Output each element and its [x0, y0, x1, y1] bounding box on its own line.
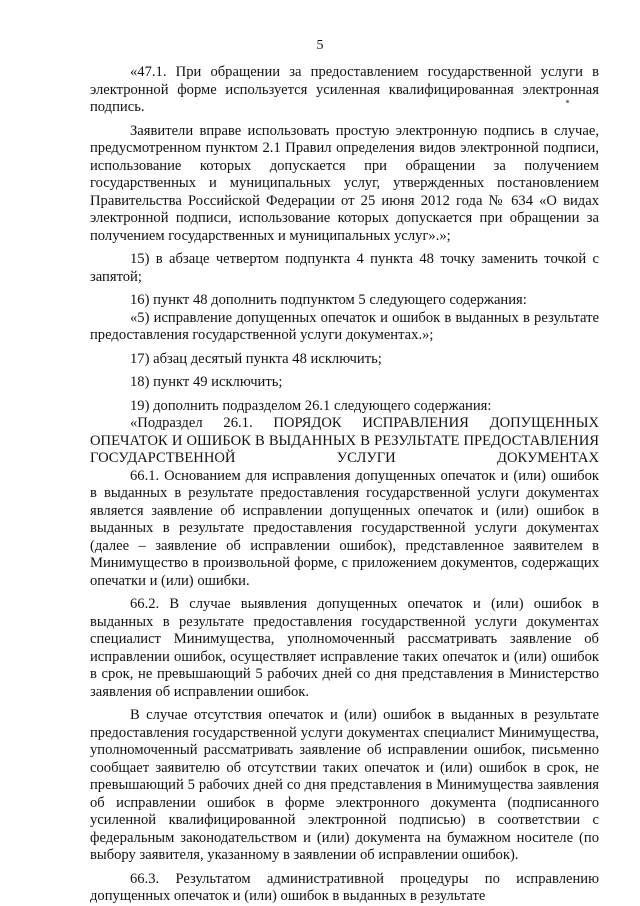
clause-66-1: 66.1. Основанием для исправления допущенных опечаток и (или) ошибок в выданных в результате предоставления государственной услуги документах является заявление об исправлении допущенных опечаток и (или) ошибок в выданных в результате предоставления государственной услуги документах (далее – заявление об исправлении ошибок), представленное заявителем в Минимущество в произвольной форме, с приложением документов, содержащих опечатки и (или) ошибки. [90, 467, 599, 589]
document-body [90, 64, 599, 906]
clause-66-3: 66.3. Результатом административной процедуры по исправлению допущенных опечаток и (или) ошибок в выданных в результате [90, 870, 599, 904]
paragraph-item-15: 15) в абзаце четвертом подпункта 4 пункта 48 точку заменить точкой с запятой; [90, 251, 599, 285]
clause-66-2: 66.2. В случае выявления допущенных опечаток и (или) ошибок в выданных в результате предоставления государственной услуги документах специалист Минимущества, уполномоченный рассматривать заявление об исправлении ошибок, осуществляет исправление таких опечаток и (или) ошибок в срок, не превышающий 5 рабочих дней со дня представления в Министерство заявления об исправлении ошибок. [90, 596, 599, 700]
paragraph-47-1: «47.1. При обращении за предоставлением государственной услуги в электронной форме используется усиленная квалифицированная электронная подпись. [90, 64, 599, 115]
subsection-heading: «Подраздел 26.1. ПОРЯДОК ИСПРАВЛЕНИЯ ДОПУЩЕННЫХ ОПЕЧАТОК И ОШИБОК В ВЫДАННЫХ В РЕЗУЛЬТАТЕ ПРЕДОСТАВЛЕНИЯ ГОСУДАРСТВЕННОЙ УСЛУГИ ДОКУМЕНТАХ [90, 415, 599, 466]
page-number: 5 [316, 38, 324, 53]
paragraph-item-19: 19) дополнить подразделом 26.1 следующего содержания: [130, 397, 492, 414]
paragraph-simple-signature: Заявители вправе использовать простую электронную подпись в случае, предусмотренном пунктом 2.1 Правил определения видов электронной подписи, использование которых допускается при обращении за получением государственных и муниципальных услуг, утвержденных постановлением Правительства Российской Федерации от 25 июня 2012 года № 634 «О видах электронной подписи, использование которых допускается при обращении за получением государственных и муниципальных услуг».»; [90, 122, 599, 244]
clause-66-2-absence: В случае отсутствия опечаток и (или) ошибок в выданных в результате предоставления государственной услуги документах специалист Минимущества, уполномоченный рассматривать заявление об исправлении ошибок, письменно сообщает заявителю об отсутствии таких опечаток и (или) ошибок в срок, не превышающий 5 рабочих дней со дня представления в Минимущества заявления об исправлении ошибок в форме электронного документа (подписанного усиленной квалифицированной электронной подписью) в соответствии с федеральным законодательством и (или) документа на бумажном носителе (по выбору заявителя, указанному в заявлении об исправлении ошибок). [90, 707, 599, 863]
paragraph-subitem-5: «5) исправление допущенных опечаток и ошибок в выданных в результате предоставления государственной услуги документах.»; [90, 309, 599, 343]
paragraph-item-16: 16) пункт 48 дополнить подпунктом 5 следующего содержания: [130, 292, 527, 308]
paragraph-item-17: 17) абзац десятый пункта 48 исключить; [130, 350, 382, 367]
paragraph-item-18: 18) пункт 49 исключить; [130, 374, 283, 390]
